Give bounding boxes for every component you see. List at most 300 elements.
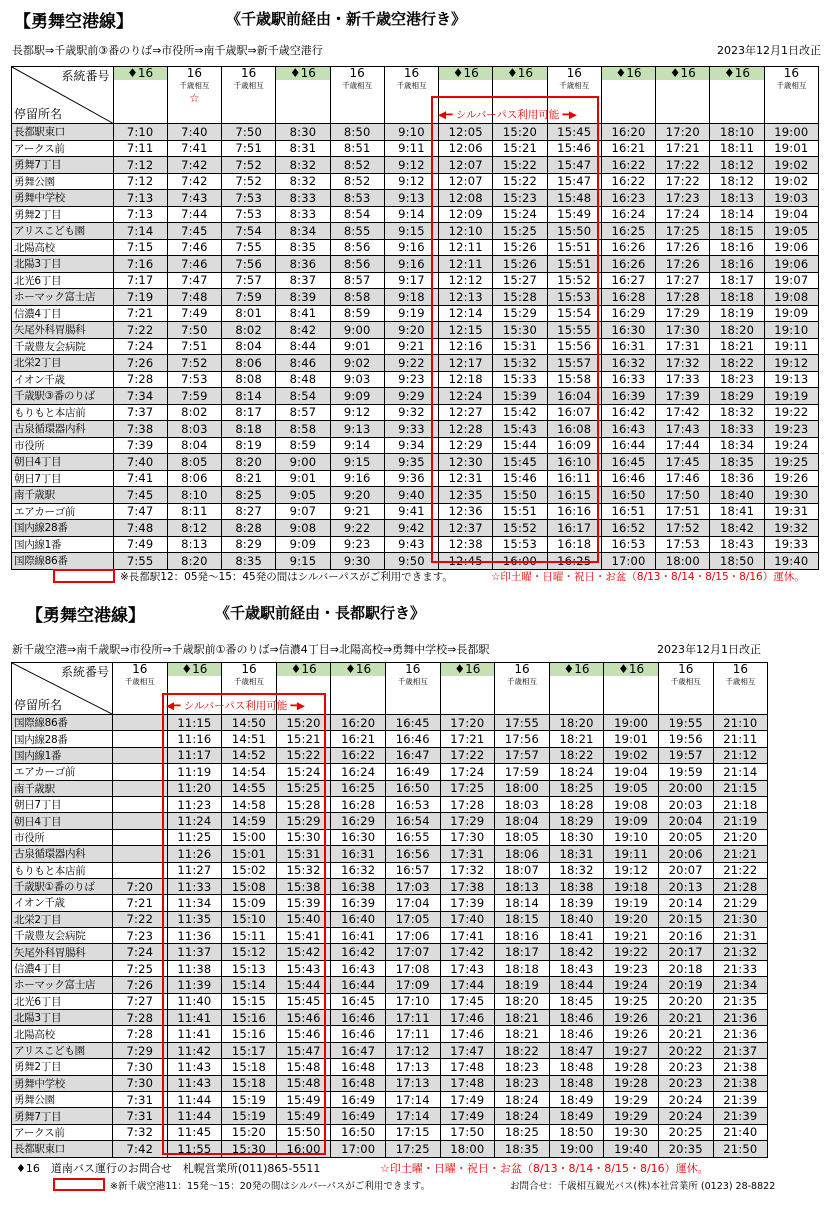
departure-time: 18:24 <box>495 1108 550 1124</box>
departure-time: 21:29 <box>713 895 768 911</box>
route-number: 16 <box>403 66 420 80</box>
departure-time: 9:35 <box>384 454 438 471</box>
departure-time: 18:18 <box>495 960 550 976</box>
route-number: ♦16 <box>506 66 533 80</box>
departure-time: 17:31 <box>656 338 710 355</box>
departure-time: 14:52 <box>222 747 277 763</box>
departure-time: 15:11 <box>222 928 277 944</box>
departure-time: 8:14 <box>222 388 276 405</box>
departure-time: 16:09 <box>547 437 601 454</box>
departure-time: 7:50 <box>167 322 221 339</box>
table-row <box>12 895 768 911</box>
departure-time: 15:48 <box>547 190 601 207</box>
departure-time: 21:38 <box>713 1059 768 1075</box>
departure-time: 18:47 <box>549 1042 604 1058</box>
departure-time: 21:11 <box>713 731 768 747</box>
departure-time: 15:22 <box>276 747 331 763</box>
departure-time: 15:20 <box>493 124 547 141</box>
departure-time: 15:30 <box>222 1141 277 1157</box>
departure-time: 8:33 <box>276 190 330 207</box>
departure-time: 14:54 <box>222 764 277 780</box>
departure-time: 15:16 <box>222 1026 277 1042</box>
departure-time: 17:15 <box>385 1124 440 1140</box>
departure-time: 17:24 <box>440 764 495 780</box>
departure-time: 16:46 <box>385 731 440 747</box>
table-row <box>12 553 819 570</box>
departure-time: 17:23 <box>656 190 710 207</box>
stop-name: 千歳駅①番のりば <box>12 878 113 894</box>
stop-name: 北陽3丁目 <box>12 256 114 273</box>
departure-time: 19:02 <box>764 173 818 190</box>
departure-time: 19:01 <box>764 140 818 157</box>
departure-time: 17:46 <box>440 1010 495 1026</box>
table-row <box>12 503 819 520</box>
departure-time <box>113 862 168 878</box>
departure-time: 12:17 <box>439 355 493 372</box>
departure-time <box>113 829 168 845</box>
departure-time: 16:22 <box>601 157 655 174</box>
departure-time: 18:23 <box>495 1059 550 1075</box>
departure-time: 7:48 <box>113 520 167 537</box>
departure-time: 20:04 <box>658 813 713 829</box>
departure-time: 17:22 <box>656 173 710 190</box>
departure-time: 15:48 <box>276 1059 331 1075</box>
departure-time: 8:52 <box>330 157 384 174</box>
departure-time: 12:45 <box>439 553 493 570</box>
departure-time: 18:22 <box>495 1042 550 1058</box>
departure-time: 15:27 <box>493 272 547 289</box>
table-row <box>12 813 768 829</box>
departure-time: 16:28 <box>601 289 655 306</box>
departure-time: 18:50 <box>549 1124 604 1140</box>
table-row <box>12 322 819 339</box>
departure-time: 14:59 <box>222 813 277 829</box>
departure-time: 16:50 <box>385 780 440 796</box>
route-column-header <box>331 663 386 715</box>
departure-time: 8:21 <box>222 470 276 487</box>
departure-time: 11:38 <box>167 960 222 976</box>
stop-name: イオン千歳 <box>12 895 113 911</box>
departure-time: 8:31 <box>276 140 330 157</box>
departure-time: 19:26 <box>604 1010 659 1026</box>
departure-time <box>113 796 168 812</box>
departure-time: 18:20 <box>710 322 764 339</box>
departure-time: 16:08 <box>547 421 601 438</box>
departure-time: 17:07 <box>385 944 440 960</box>
departure-time: 15:47 <box>547 157 601 174</box>
departure-time: 15:13 <box>222 960 277 976</box>
operator-label: 千歳相互 <box>179 81 210 90</box>
departure-time: 21:21 <box>713 846 768 862</box>
departure-time: 21:10 <box>713 715 768 731</box>
departure-time: 8:56 <box>330 256 384 273</box>
departure-time: 8:36 <box>276 256 330 273</box>
stop-name: アークス前 <box>12 1124 113 1140</box>
departure-time: 18:29 <box>549 813 604 829</box>
legend-red-box-2 <box>53 1178 105 1191</box>
departure-time: 16:48 <box>331 1075 386 1091</box>
departure-time: 18:36 <box>710 470 764 487</box>
table-row <box>12 796 768 812</box>
departure-time: 8:35 <box>276 239 330 256</box>
stop-name: 千歳駅③番のりば <box>12 388 114 405</box>
departure-time: 21:19 <box>713 813 768 829</box>
departure-time: 9:36 <box>384 470 438 487</box>
departure-time: 18:39 <box>549 895 604 911</box>
departure-time: 17:51 <box>656 503 710 520</box>
departure-time: 15:26 <box>493 239 547 256</box>
departure-time: 17:13 <box>385 1059 440 1075</box>
route-column-header <box>764 67 818 124</box>
departure-time: 19:59 <box>658 764 713 780</box>
departure-time: 16:29 <box>331 813 386 829</box>
departure-time: 11:34 <box>167 895 222 911</box>
departure-time: 9:16 <box>384 239 438 256</box>
stop-name: 朝日7丁目 <box>12 470 114 487</box>
departure-time: 11:37 <box>167 944 222 960</box>
departure-time: 19:00 <box>549 1141 604 1157</box>
departure-time: 19:00 <box>604 715 659 731</box>
departure-time: 9:14 <box>330 437 384 454</box>
departure-time: 16:31 <box>601 338 655 355</box>
stop-name: 千歳豊友会病院 <box>12 338 114 355</box>
departure-time: 21:14 <box>713 764 768 780</box>
departure-time: 17:59 <box>495 764 550 780</box>
departure-time: 8:59 <box>330 305 384 322</box>
section1-revision: 2023年12月1日改正 <box>717 44 821 57</box>
departure-time: 7:23 <box>113 928 168 944</box>
departure-time: 15:46 <box>276 1026 331 1042</box>
departure-time: 12:14 <box>439 305 493 322</box>
departure-time: 7:12 <box>113 173 167 190</box>
departure-time: 18:42 <box>710 520 764 537</box>
departure-time: 17:41 <box>440 928 495 944</box>
departure-time: 16:29 <box>601 305 655 322</box>
departure-time: 9:34 <box>384 437 438 454</box>
departure-time: 17:48 <box>440 1059 495 1075</box>
departure-time: 18:22 <box>549 747 604 763</box>
route-number: 16 <box>186 66 203 80</box>
departure-time: 15:46 <box>547 140 601 157</box>
departure-time: 8:48 <box>276 371 330 388</box>
header-corner <box>12 67 114 124</box>
departure-time: 8:25 <box>222 487 276 504</box>
departure-time: 11:36 <box>167 928 222 944</box>
departure-time: 16:47 <box>385 747 440 763</box>
stop-name: 南千歳駅 <box>12 780 113 796</box>
stop-name: 北栄2丁目 <box>12 355 114 372</box>
departure-time: 19:19 <box>604 895 659 911</box>
departure-time: 15:52 <box>493 520 547 537</box>
stop-name: 勇舞7丁目 <box>12 157 114 174</box>
header-row <box>12 663 768 715</box>
departure-time: 18:06 <box>495 846 550 862</box>
departure-time: 11:26 <box>167 846 222 862</box>
route-column-header <box>713 663 768 715</box>
departure-time: 18:29 <box>710 388 764 405</box>
table-row <box>12 1108 768 1124</box>
departure-time: 16:57 <box>385 862 440 878</box>
departure-time: 17:29 <box>656 305 710 322</box>
operator-label: 千歳相互 <box>506 677 537 686</box>
departure-time: 9:12 <box>330 404 384 421</box>
departure-time: 7:59 <box>167 388 221 405</box>
departure-time: 20:23 <box>658 1075 713 1091</box>
table-row <box>12 272 819 289</box>
departure-time: 17:29 <box>440 813 495 829</box>
departure-time: 8:20 <box>222 454 276 471</box>
departure-time: 7:56 <box>222 256 276 273</box>
departure-time <box>113 747 168 763</box>
departure-time: 15:29 <box>493 305 547 322</box>
departure-time: 14:58 <box>222 796 277 812</box>
departure-time: 15:58 <box>547 371 601 388</box>
table-row <box>12 993 768 1009</box>
departure-time: 7:14 <box>113 223 167 240</box>
departure-time: 7:34 <box>113 388 167 405</box>
departure-time: 7:46 <box>167 256 221 273</box>
departure-time: 9:14 <box>384 206 438 223</box>
departure-time: 8:27 <box>222 503 276 520</box>
departure-time <box>113 715 168 731</box>
departure-time: 15:38 <box>276 878 331 894</box>
departure-time: 17:27 <box>656 272 710 289</box>
departure-time: 7:49 <box>113 536 167 553</box>
departure-time: 11:43 <box>167 1075 222 1091</box>
departure-time: 18:30 <box>549 829 604 845</box>
departure-time: 7:42 <box>167 157 221 174</box>
section2-title: 【勇舞空港線】 <box>26 606 145 626</box>
departure-time: 18:25 <box>495 1124 550 1140</box>
departure-time: 18:49 <box>549 1091 604 1107</box>
departure-time: 19:03 <box>764 190 818 207</box>
departure-time: 18:15 <box>710 223 764 240</box>
departure-time: 7:16 <box>113 256 167 273</box>
departure-time: 18:23 <box>710 371 764 388</box>
departure-time: 16:49 <box>331 1091 386 1107</box>
departure-time: 18:03 <box>495 796 550 812</box>
departure-time: 18:21 <box>549 731 604 747</box>
departure-time: 18:31 <box>549 846 604 862</box>
departure-time: 18:32 <box>710 404 764 421</box>
departure-time: 15:20 <box>222 1124 277 1140</box>
departure-time: 17:42 <box>656 404 710 421</box>
section2-subtitle: 《千歳駅前経由・長都駅行き》 <box>215 604 426 622</box>
departure-time: 9:18 <box>384 289 438 306</box>
stop-name: 朝日4丁目 <box>12 454 114 471</box>
departure-time: 18:50 <box>710 553 764 570</box>
departure-time: 19:23 <box>604 960 659 976</box>
departure-time: 17:14 <box>385 1091 440 1107</box>
section2-note-star: ☆印土曜・日曜・祝日・お盆（8/13・8/14・8/15・8/16）運休。 <box>380 1162 709 1175</box>
stop-name: 朝日7丁目 <box>12 796 113 812</box>
departure-time: 12:11 <box>439 239 493 256</box>
departure-time: 19:04 <box>604 764 659 780</box>
departure-time: 19:31 <box>764 503 818 520</box>
departure-time: 15:55 <box>547 322 601 339</box>
departure-time: 9:09 <box>330 388 384 405</box>
departure-time: 18:32 <box>549 862 604 878</box>
departure-time: 16:44 <box>601 437 655 454</box>
section1-note-silver: ※長都駅12：05発～15：45発の間はシルバーパスがご利用できます。 <box>120 571 453 583</box>
departure-time: 7:13 <box>113 206 167 223</box>
departure-time: 7:26 <box>113 977 168 993</box>
table-row <box>12 190 819 207</box>
stop-name: 国際線86番 <box>12 715 113 731</box>
departure-time: 18:12 <box>710 157 764 174</box>
departure-time: 9:20 <box>384 322 438 339</box>
departure-time: 14:50 <box>222 715 277 731</box>
operator-label: 千歳相互 <box>233 81 264 90</box>
departure-time: 19:05 <box>604 780 659 796</box>
departure-time: 21:12 <box>713 747 768 763</box>
departure-time: 16:43 <box>601 421 655 438</box>
departure-time: 19:22 <box>604 944 659 960</box>
stop-name: 北陽高校 <box>12 239 114 256</box>
departure-time: 19:01 <box>604 731 659 747</box>
route-column-header <box>710 67 764 124</box>
departure-time: 17:28 <box>440 796 495 812</box>
departure-time: 15:50 <box>547 223 601 240</box>
departure-time: 7:12 <box>113 157 167 174</box>
departure-time: 18:14 <box>495 895 550 911</box>
departure-time: 9:05 <box>276 487 330 504</box>
departure-time: 15:51 <box>493 503 547 520</box>
departure-time: 8:02 <box>222 322 276 339</box>
departure-time: 20:03 <box>658 796 713 812</box>
departure-time: 9:15 <box>384 223 438 240</box>
table-row <box>12 731 768 747</box>
departure-time: 7:11 <box>113 140 167 157</box>
departure-time: 17:38 <box>440 878 495 894</box>
table-row <box>12 454 819 471</box>
route-column-header <box>656 67 710 124</box>
stop-name: 長都駅東口 <box>12 1141 113 1157</box>
departure-time: 12:08 <box>439 190 493 207</box>
departure-time: 17:50 <box>440 1124 495 1140</box>
departure-time: 8:41 <box>276 305 330 322</box>
departure-time: 15:54 <box>547 305 601 322</box>
route-number: ♦16 <box>181 662 208 676</box>
departure-time: 15:56 <box>547 338 601 355</box>
departure-time: 18:11 <box>710 140 764 157</box>
departure-time: 8:19 <box>222 437 276 454</box>
departure-time: 7:42 <box>167 173 221 190</box>
departure-time: 7:39 <box>113 437 167 454</box>
departure-time: 15:31 <box>276 846 331 862</box>
section1-note-star: ☆印土曜・日曜・祝日・お盆（8/13・8/14・8/15・8/16）運休。 <box>491 571 805 583</box>
departure-time: 16:17 <box>547 520 601 537</box>
table-row <box>12 928 768 944</box>
departure-time: 15:48 <box>276 1075 331 1091</box>
departure-time: 8:58 <box>276 421 330 438</box>
route-column-header <box>113 663 168 715</box>
departure-time: 9:13 <box>330 421 384 438</box>
departure-time: 7:51 <box>167 338 221 355</box>
departure-time: 16:24 <box>601 206 655 223</box>
departure-time: 8:04 <box>167 437 221 454</box>
stop-name: イオン千歳 <box>12 371 114 388</box>
stop-name: 勇舞2丁目 <box>12 206 114 223</box>
departure-time: 20:20 <box>658 993 713 1009</box>
departure-time: 19:25 <box>604 993 659 1009</box>
departure-time: 18:21 <box>710 338 764 355</box>
departure-time: 7:49 <box>167 305 221 322</box>
departure-time: 16:23 <box>601 190 655 207</box>
departure-time: 8:01 <box>222 305 276 322</box>
departure-time: 9:01 <box>330 338 384 355</box>
departure-time: 19:29 <box>604 1108 659 1124</box>
route-number: ♦16 <box>289 66 316 80</box>
stop-name: もりもと本店前 <box>12 404 114 421</box>
departure-time: 19:04 <box>764 206 818 223</box>
route-column-header <box>385 663 440 715</box>
departure-time: 18:35 <box>495 1141 550 1157</box>
departure-time: 17:26 <box>656 256 710 273</box>
departure-time: 16:11 <box>547 470 601 487</box>
stop-name: 北光6丁目 <box>12 993 113 1009</box>
departure-time: 8:53 <box>330 190 384 207</box>
departure-time: 18:16 <box>495 928 550 944</box>
departure-time: 15:28 <box>276 796 331 812</box>
departure-time: 18:44 <box>549 977 604 993</box>
stop-name: アークス前 <box>12 140 114 157</box>
departure-time: 11:41 <box>167 1026 222 1042</box>
departure-time: 16:10 <box>547 454 601 471</box>
route-number: ♦16 <box>618 662 645 676</box>
departure-time: 8:46 <box>276 355 330 372</box>
departure-time: 8:50 <box>330 124 384 141</box>
route-number: ♦16 <box>290 662 317 676</box>
departure-time: 12:35 <box>439 487 493 504</box>
departure-time: 7:57 <box>222 272 276 289</box>
departure-time: 16:16 <box>547 503 601 520</box>
departure-time: 15:32 <box>276 862 331 878</box>
departure-time: 16:00 <box>276 1141 331 1157</box>
departure-time: 12:24 <box>439 388 493 405</box>
departure-time: 8:20 <box>167 553 221 570</box>
departure-time: 16:00 <box>493 553 547 570</box>
departure-time: 21:30 <box>713 911 768 927</box>
departure-time: 9:16 <box>330 470 384 487</box>
departure-time: 15:23 <box>493 190 547 207</box>
departure-time: 19:29 <box>604 1091 659 1107</box>
departure-time: 20:07 <box>658 862 713 878</box>
departure-time: 8:54 <box>276 388 330 405</box>
departure-time: 11:27 <box>167 862 222 878</box>
departure-time: 9:00 <box>330 322 384 339</box>
star-icon: ☆ <box>189 91 200 105</box>
stop-name: 勇舞公園 <box>12 1091 113 1107</box>
departure-time: 15:18 <box>222 1075 277 1091</box>
departure-time: 17:46 <box>440 1026 495 1042</box>
table-row <box>12 747 768 763</box>
departure-time: 15:25 <box>493 223 547 240</box>
departure-time: 16:20 <box>601 124 655 141</box>
route-number: ♦16 <box>563 662 590 676</box>
departure-time: 20:17 <box>658 944 713 960</box>
departure-time: 12:18 <box>439 371 493 388</box>
departure-time: 15:22 <box>493 157 547 174</box>
departure-time: 15:57 <box>547 355 601 372</box>
departure-time: 12:28 <box>439 421 493 438</box>
departure-time: 9:17 <box>384 272 438 289</box>
departure-time: 18:13 <box>495 878 550 894</box>
stop-name: 市役所 <box>12 437 114 454</box>
departure-time: 7:19 <box>113 289 167 306</box>
departure-time: 17:11 <box>385 1010 440 1026</box>
departure-time: 15:22 <box>493 173 547 190</box>
